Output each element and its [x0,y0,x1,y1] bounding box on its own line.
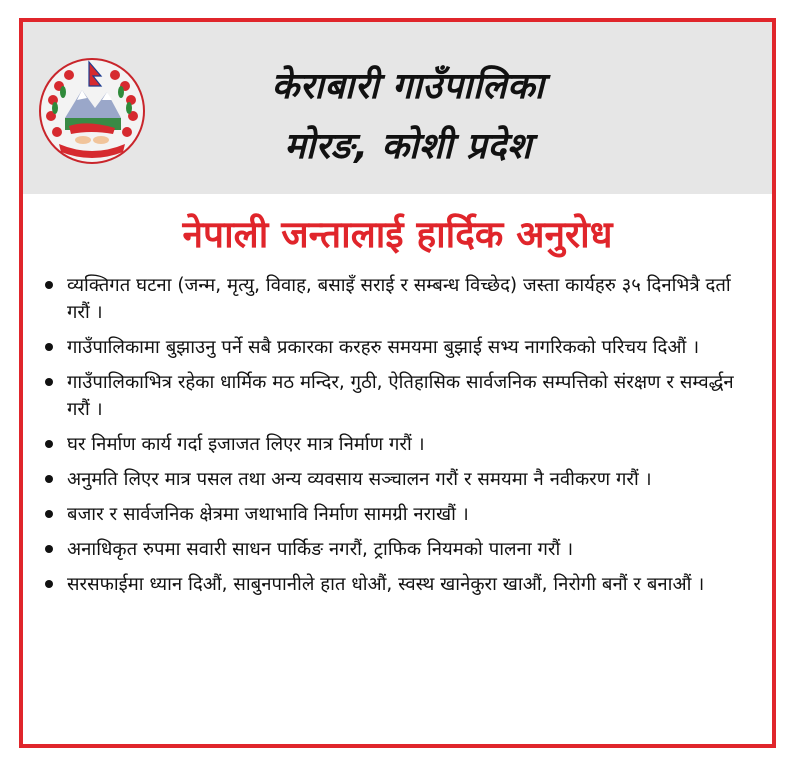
list-item [43,536,753,563]
list-item [43,501,753,528]
bullet-icon [45,545,53,553]
bullet-icon [45,580,53,588]
list-item [43,431,753,458]
bullet-icon [45,510,53,518]
list-item-text: व्यक्तिगत घटना (जन्म, मृत्यु, विवाह, बसाइँ सराई र सम्बन्ध विच्छेद) जस्ता कार्यहरु ३५ दिनभित्रै दर्ता गरौं । [67,275,731,323]
list-item [43,272,753,326]
bullet-icon [45,281,53,289]
request-list [43,272,753,606]
list-item-text: अनुमति लिएर मात्र पसल तथा अन्य व्यवसाय सञ्चालन गरौं र समयमा नै नवीकरण गरौं । [67,469,652,490]
list-item-text: गाउँपालिकाभित्र रहेका धार्मिक मठ मन्दिर, गुठी, ऐतिहासिक सार्वजनिक सम्पत्तिको संरक्षण र सम्वर्द्धन गरौं । [67,372,734,420]
bullet-icon [45,475,53,483]
bullet-icon [45,378,53,386]
district-province: मोरङ, कोशी प्रदेश [284,126,532,167]
list-item-text: घर निर्माण कार्य गर्दा इजाजत लिएर मात्र निर्माण गरौं । [67,434,425,455]
list-item-text: अनाधिकृत रुपमा सवारी साधन पार्किङ नगरौं, ट्राफिक नियमको पालना गरौं । [67,539,574,560]
notice-frame [19,18,776,748]
notice-heading: नेपाली जन्तालाई हार्दिक अनुरोध [182,213,613,256]
list-item [43,334,753,361]
list-item [43,369,753,423]
list-item-text: बजार र सार्वजनिक क्षेत्रमा जथाभावि निर्माण सामग्री नराखौं । [67,504,469,525]
list-item-text: सरसफाईमा ध्यान दिऔं, साबुनपानीले हात धोऔं, स्वस्थ खानेकुरा खाऔं, निरोगी बनौं र बनाऔं । [67,574,705,595]
nepal-emblem-icon [37,56,147,166]
list-item-text: गाउँपालिकामा बुझाउनु पर्ने सबै प्रकारका करहरु समयमा बुझाई सभ्य नागरिकको परिचय दिऔं । [67,337,700,358]
list-item [43,571,753,598]
header-band [23,22,772,194]
bullet-icon [45,440,53,448]
bullet-icon [45,343,53,351]
municipality-name: केराबारी गाउँपालिका [271,66,545,107]
list-item [43,466,753,493]
